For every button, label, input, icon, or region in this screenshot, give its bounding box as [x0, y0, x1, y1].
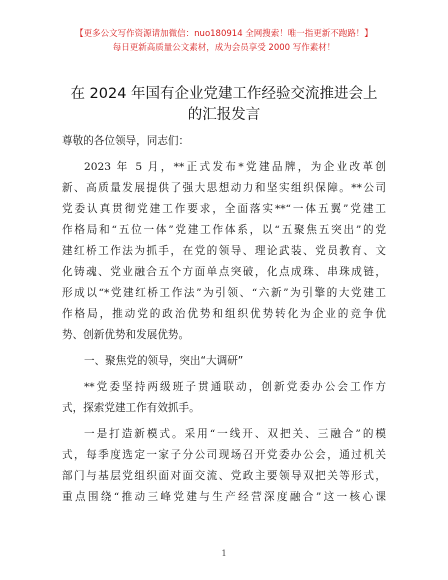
promo-banner-line-1: 【更多公文写作资源请加微信：nuo180914 全网搜索！唯一指更新不跑路！】 [75, 29, 373, 39]
section-heading-1: 一、聚焦党的领导，突出“大调研” [84, 355, 244, 367]
paragraph-1-line: 2023 年 5 月，**正式发布*党建品牌，为企业改革创 [84, 161, 386, 173]
paragraph-2-line: 式，探索党建工作有效抓手。 [62, 402, 200, 414]
page-number: 1 [221, 549, 227, 558]
paragraph-1-line: 化铸魂、党业融合五个方面单点突破，化点成珠、串珠成链， [62, 266, 386, 278]
paragraph-1-line: 党委认真贯彻党建工作要求，全面落实**“一体五翼”党建工 [62, 203, 386, 215]
paragraph-3-line: 一是打造新模式。采用“一线开、双把关、三融合”的模 [84, 428, 386, 440]
paragraph-1-line: 形成以“*党建红桥工作法”为引领、“六新”为引擎的大党建工 [62, 287, 386, 299]
paragraph-1-line: 作格局，推动党的政治优势和组织优势转化为企业的竞争优 [62, 308, 386, 320]
salutation: 尊敬的各位领导，同志们： [62, 135, 190, 147]
document-title-line-1: 在 2024 年国有企业党建工作经验交流推进会上 [70, 86, 378, 102]
paragraph-1-line: 新、高质量发展提供了强大思想动力和坚实组织保障。**公司 [62, 182, 386, 194]
paragraph-3-line: 部门与基层党组织面对面交流、党政主要领导双把关等形式， [62, 470, 386, 482]
paragraph-1-line: 作格局和“五位一体”党建工作体系，以“五聚焦五突出”的党 [62, 224, 386, 236]
paragraph-1-line: 势、创新优势和发展优势。 [62, 329, 190, 341]
paragraph-1-line: 建红桥工作法为抓手，在党的领导、理论武装、党员教育、文 [62, 245, 386, 257]
paragraph-3-line: 重点围绕“推动三峰党建与生产经营深度融合”这一核心课 [62, 491, 386, 503]
paragraph-3-line: 式，每季度选定一家子分公司现场召开党委办公会，通过机关 [62, 449, 386, 461]
paragraph-2-line: **党委坚持两级班子贯通联动，创新党委办公会工作方 [84, 381, 386, 393]
promo-banner-line-2: 每日更新高质量公文素材，成为会员享受 2000 写作素材！ [112, 43, 336, 53]
document-title-line-2: 的汇报发言 [187, 107, 261, 123]
